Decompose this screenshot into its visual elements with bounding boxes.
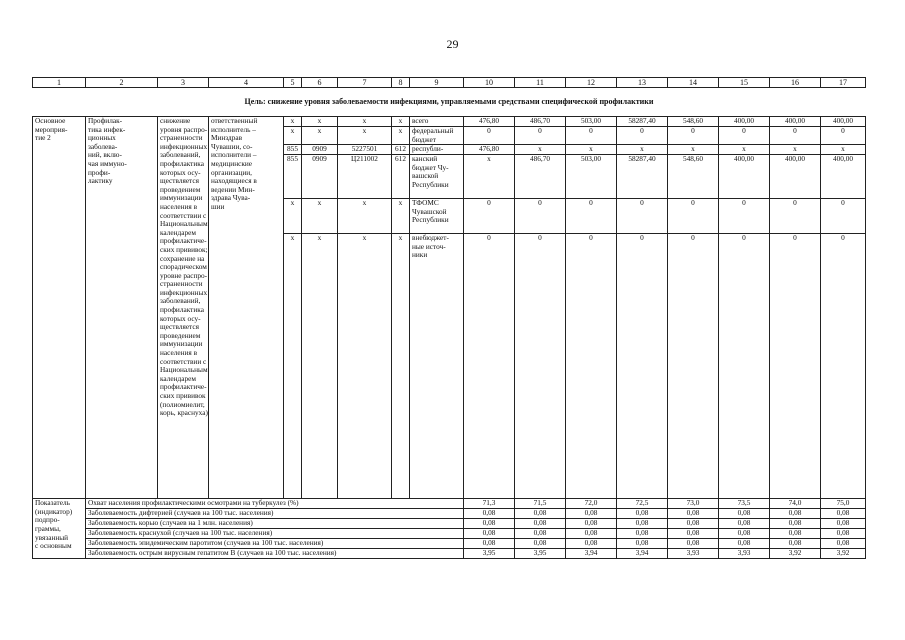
grbs-code: x [284,127,302,145]
grbs-code: x [284,117,302,127]
funding-value: 0 [770,127,821,145]
section-code: x [302,117,338,127]
event-description: снижение уровня распро- страненности инфекционных заболеваний, профилактика которых осу- ществляется проведением иммунизации населения в соответствии с Национальным календарем профилактиче- ских прививок; сохранение на спорадическом уровне распро- страненности инфекционных заболеваний, профилактика которых осу- ществляется проведением иммунизации населения в соответствии с Национальным календарем профилактиче- ских прививок (полиомиелит, корь, краснуха) [158,117,209,499]
indicator-value: 3,93 [719,549,770,559]
indicator-value: 0,08 [668,529,719,539]
indicator-row [33,549,866,559]
funding-value: 400,00 [770,155,821,199]
funding-value: x [464,155,515,199]
funding-value: 0 [719,234,770,499]
funding-value: 400,00 [821,155,866,199]
grbs-code: x [284,234,302,499]
grbs-code: x [284,199,302,234]
funding-value: 0 [464,234,515,499]
header-cell: 17 [821,78,866,88]
indicator-value: 0,08 [515,529,566,539]
indicator-value: 3,92 [770,549,821,559]
indicator-name: Заболеваемость острым вирусным гепатитом В (случаев на 100 тыс. населения) [86,549,464,559]
indicator-value: 73,0 [668,499,719,509]
funding-value: 503,00 [566,155,617,199]
indicator-value: 0,08 [821,519,866,529]
funding-value: 0 [770,199,821,234]
expense-type-code: 612 [392,155,410,199]
indicator-value: 0,08 [464,529,515,539]
indicator-value: 0,08 [719,529,770,539]
program-table [32,77,866,559]
funding-value: 0 [719,199,770,234]
section-code: 0909 [302,145,338,155]
funding-value: 486,70 [515,117,566,127]
funding-value: 0 [515,234,566,499]
header-cell: 7 [338,78,392,88]
header-cell: 10 [464,78,515,88]
expense-type-code: x [392,234,410,499]
target-article-code: Ц211002 [338,155,392,199]
indicator-name: Заболеваемость дифтерией (случаев на 100 тыс. населения) [86,509,464,519]
event-title: Профилак- тика инфек- ционных заболева- ний, вклю- чая иммуно- профи- лактику [86,117,158,499]
target-article-code: x [338,117,392,127]
funding-source: внебюджет- ные источ- ники [410,234,464,499]
indicator-value: 71,5 [515,499,566,509]
target-article-code: x [338,127,392,145]
funding-value: 476,80 [464,117,515,127]
target-article-code: x [338,199,392,234]
funding-value: 0 [515,199,566,234]
funding-value: x [719,145,770,155]
event-code: Основное мероприя- тие 2 [33,117,86,499]
goal-row [33,88,866,117]
funding-value: x [617,145,668,155]
indicator-row [33,499,866,509]
indicator-value: 3,94 [617,549,668,559]
funding-value: 0 [566,199,617,234]
grbs-code: 855 [284,145,302,155]
target-article-code: x [338,234,392,499]
indicator-value: 0,08 [566,509,617,519]
funding-value: 0 [821,234,866,499]
funding-source: республи- [410,145,464,155]
header-cell: 2 [86,78,158,88]
header-cell: 14 [668,78,719,88]
indicator-value: 0,08 [770,539,821,549]
funding-value: x [770,145,821,155]
indicator-value: 0,08 [566,529,617,539]
event-row [33,117,866,127]
funding-value: 0 [668,127,719,145]
indicator-value: 0,08 [566,539,617,549]
funding-value: x [821,145,866,155]
header-cell: 3 [158,78,209,88]
funding-value: 58287,40 [617,117,668,127]
funding-value: 0 [617,127,668,145]
indicator-value: 0,08 [821,509,866,519]
header-row [33,78,866,88]
funding-value: 400,00 [719,117,770,127]
header-cell: 15 [719,78,770,88]
indicator-value: 75,0 [821,499,866,509]
indicator-value: 3,95 [464,549,515,559]
header-cell: 16 [770,78,821,88]
indicator-value: 0,08 [719,509,770,519]
indicator-value: 0,08 [821,539,866,549]
indicator-value: 0,08 [617,519,668,529]
indicator-value: 0,08 [821,529,866,539]
indicator-value: 0,08 [464,539,515,549]
indicator-value: 0,08 [464,519,515,529]
indicator-name: Заболеваемость эпидемическим паротитом (случаев на 100 тыс. населения) [86,539,464,549]
grbs-code: 855 [284,155,302,199]
indicator-value: 0,08 [719,519,770,529]
funding-value: x [515,145,566,155]
funding-value: 0 [464,127,515,145]
header-cell: 1 [33,78,86,88]
indicator-value: 0,08 [515,509,566,519]
header-cell: 11 [515,78,566,88]
funding-source: канский бюджет Чу- вашской Республики [410,155,464,199]
funding-source: федеральный бюджет [410,127,464,145]
indicator-value: 0,08 [719,539,770,549]
funding-value: 400,00 [719,155,770,199]
indicator-value: 0,08 [770,529,821,539]
funding-value: 486,70 [515,155,566,199]
page-number: 29 [446,37,459,51]
indicator-row [33,529,866,539]
indicator-row [33,519,866,529]
indicator-value: 72,5 [617,499,668,509]
expense-type-code: x [392,127,410,145]
funding-value: 548,60 [668,155,719,199]
funding-value: 0 [821,199,866,234]
indicator-value: 0,08 [617,539,668,549]
header-cell: 5 [284,78,302,88]
funding-value: 0 [668,199,719,234]
funding-value: 0 [668,234,719,499]
expense-type-code: x [392,117,410,127]
indicator-name: Заболеваемость корью (случаев на 1 млн. населения) [86,519,464,529]
indicator-value: 0,08 [668,539,719,549]
indicator-value: 0,08 [668,519,719,529]
section-code: x [302,199,338,234]
event-executors: ответственный исполнитель – Минздрав Чувашии, со- исполнители – медицинские организации, находящиеся в ведении Мин- здрава Чува- шии [209,117,284,499]
header-cell: 13 [617,78,668,88]
funding-value: 548,60 [668,117,719,127]
header-cell: 12 [566,78,617,88]
funding-value: 400,00 [821,117,866,127]
indicator-value: 0,08 [617,509,668,519]
indicator-value: 3,94 [566,549,617,559]
header-cell: 9 [410,78,464,88]
funding-value: 0 [566,234,617,499]
funding-source: ТФОМС Чувашской Республики [410,199,464,234]
header-cell: 8 [392,78,410,88]
indicator-row [33,539,866,549]
expense-type-code: x [392,199,410,234]
funding-value: 0 [821,127,866,145]
section-code: 0909 [302,155,338,199]
indicator-label: Показатель (индикатор) подпро- граммы, увязанный с основным [33,499,86,559]
funding-value: x [566,145,617,155]
indicator-value: 0,08 [515,519,566,529]
indicator-value: 74,0 [770,499,821,509]
goal-text: Цель: снижение уровня заболеваемости инфекциями, управляемыми средствами специфической профилактики [33,88,866,117]
indicator-value: 0,08 [668,509,719,519]
indicator-value: 3,95 [515,549,566,559]
funding-value: 0 [515,127,566,145]
funding-value: 400,00 [770,117,821,127]
header-cell: 6 [302,78,338,88]
funding-value: 476,80 [464,145,515,155]
indicator-value: 73,5 [719,499,770,509]
target-article-code: 5227501 [338,145,392,155]
funding-source: всего [410,117,464,127]
indicator-name: Охват населения профилактическими осмотрами на туберкулез (%) [86,499,464,509]
indicator-value: 71,3 [464,499,515,509]
expense-type-code: 612 [392,145,410,155]
indicator-name: Заболеваемость краснухой (случаев на 100 тыс. населения) [86,529,464,539]
indicator-value: 0,08 [770,509,821,519]
funding-value: 0 [770,234,821,499]
funding-value: 0 [464,199,515,234]
indicator-value: 3,92 [821,549,866,559]
funding-value: 0 [617,199,668,234]
section-code: x [302,234,338,499]
funding-value: x [668,145,719,155]
section-code: x [302,127,338,145]
funding-value: 58287,40 [617,155,668,199]
funding-value: 0 [617,234,668,499]
indicator-value: 0,08 [515,539,566,549]
header-cell: 4 [209,78,284,88]
indicator-value: 72,0 [566,499,617,509]
indicator-value: 0,08 [770,519,821,529]
indicator-row [33,509,866,519]
indicator-value: 0,08 [566,519,617,529]
indicator-value: 3,93 [668,549,719,559]
funding-value: 0 [566,127,617,145]
funding-value: 0 [719,127,770,145]
indicator-value: 0,08 [617,529,668,539]
indicator-value: 0,08 [464,509,515,519]
funding-value: 503,00 [566,117,617,127]
